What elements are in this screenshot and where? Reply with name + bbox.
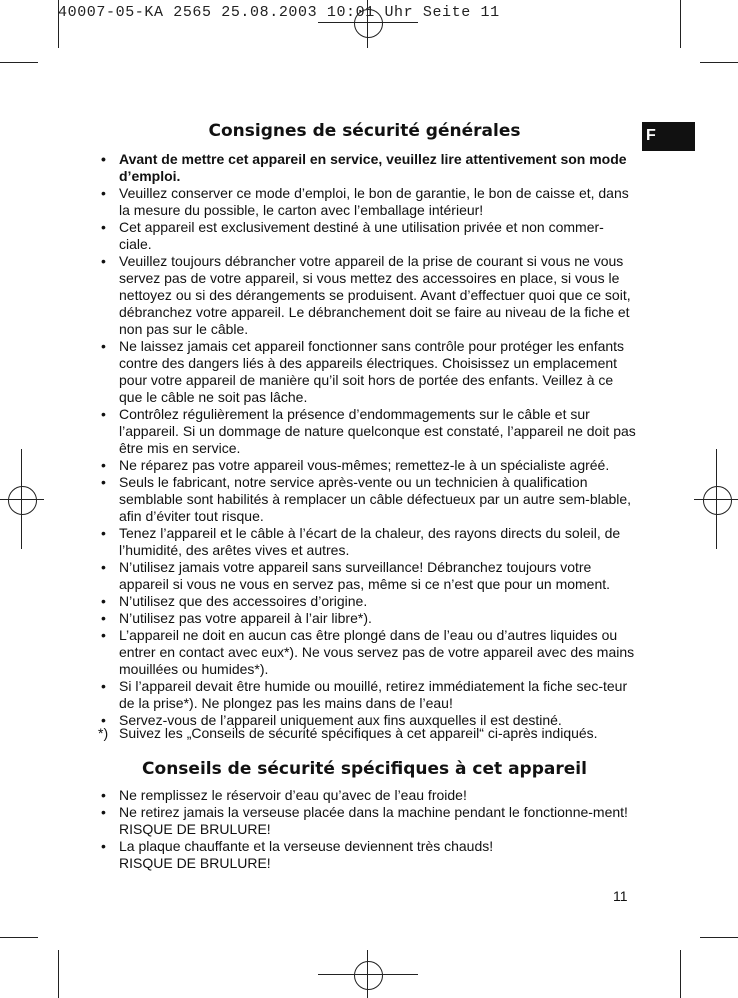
language-tab: F xyxy=(642,122,695,151)
crop-mark xyxy=(700,62,738,63)
list-item: • Ne réparez pas votre appareil vous-mêmes; remettez-le à un spécialiste agréé. xyxy=(96,457,636,474)
list-item: • Tenez l’appareil et le câble à l’écart de la chaleur, des rayons directs du soleil, de l’humidité, des arêtes vives et autres. xyxy=(96,525,636,559)
list-item: • Ne remplissez le réservoir d’eau qu’avec de l’eau froide! xyxy=(96,787,636,804)
crop-mark xyxy=(58,950,59,998)
crop-mark xyxy=(680,950,681,998)
list-item-continuation: RISQUE DE BRULURE! xyxy=(119,855,271,871)
list-item: • Ne laissez jamais cet appareil fonctionner sans contrôle pour protéger les enfants contre des dangers liés à des appareils électriques. Choisissez un emplacement pour votre appareil de manière qu’il soit hors de portée des enfants. Veillez à ce que le câble ne soit pas lâche. xyxy=(96,338,636,406)
crop-mark xyxy=(680,0,681,48)
list-item: • Ne retirez jamais la verseuse placée dans la machine pendant le fonctionne-ment! RISQUE DE BRULURE! xyxy=(96,804,636,838)
list-item: • Avant de mettre cet appareil en service, veuillez lire attentivement son mode d’emploi. xyxy=(96,151,636,185)
list-item: • Contrôlez régulièrement la présence d’endommagements sur le câble et sur l’appareil. Si un dommage de nature quelconque est constaté, l’appareil ne doit pas être mis en service. xyxy=(96,406,636,457)
page-number: 11 xyxy=(613,888,628,904)
footnote-mark: *) xyxy=(98,725,109,741)
crop-mark xyxy=(0,62,38,63)
specific-safety-list xyxy=(96,787,636,872)
list-item: • La plaque chauffante et la verseuse deviennent très chauds! xyxy=(96,838,636,855)
general-safety-list xyxy=(96,151,636,729)
list-item: • N’utilisez que des accessoires d’origine. xyxy=(96,593,636,610)
list-item: • L’appareil ne doit en aucun cas être plongé dans de l’eau ou d’autres liquides ou entrer en contact avec eux*). Ne vous servez pas de votre appareil avec des mains mouillées ou humides*). xyxy=(96,627,636,678)
list-item: • N’utilisez jamais votre appareil sans surveillance! Débranchez toujours votre appareil si vous ne vous en servez pas, même si ce n’est que pour un moment. xyxy=(96,559,636,593)
list-item: • Si l’appareil devait être humide ou mouillé, retirez immédiatement la fiche sec-teur de la prise*). Ne plongez pas les mains dans de l’eau! xyxy=(96,678,636,712)
section-title-specific-safety: Conseils de sécurité spécifiques à cet appareil xyxy=(142,759,587,779)
crop-mark xyxy=(700,937,738,938)
list-item: • Veuillez toujours débrancher votre appareil de la prise de courant si vous ne vous servez pas de votre appareil, si vous mettez des accessoires en place, si vous le nettoyez ou si des dérangements se produisent. Avant d’effectuer quoi que ce soit, débranchez votre appareil. Le débranchement doit se faire au niveau de la fiche et non pas sur le câble. xyxy=(96,253,636,338)
list-item: • Seuls le fabricant, notre service après-vente ou un technicien à qualification semblable sont habilités à remplacer un câble défectueux par un autre sem-blable, afin d’éviter tout risque. xyxy=(96,474,636,525)
footnote-text: Suivez les „Conseils de sécurité spécifiques à cet appareil“ ci-après indiqués. xyxy=(119,725,598,741)
list-item: • Cet appareil est exclusivement destiné à une utilisation privée et non commer-ciale. xyxy=(96,219,636,253)
list-item: • N’utilisez pas votre appareil à l’air libre*). xyxy=(96,610,636,627)
list-item: • Servez-vous de l’appareil uniquement aux fins auxquelles il est destiné. xyxy=(96,712,636,729)
section-title-general-safety: Consignes de sécurité générales xyxy=(208,121,521,141)
list-item: • Veuillez conserver ce mode d’emploi, le bon de garantie, le bon de caisse et, dans la mesure du possible, le carton avec l’emballage intérieur! xyxy=(96,185,636,219)
print-slug: 40007-05-KA 2565 25.08.2003 10:01 Uhr Seite 11 xyxy=(58,4,500,21)
crop-mark xyxy=(0,937,38,938)
